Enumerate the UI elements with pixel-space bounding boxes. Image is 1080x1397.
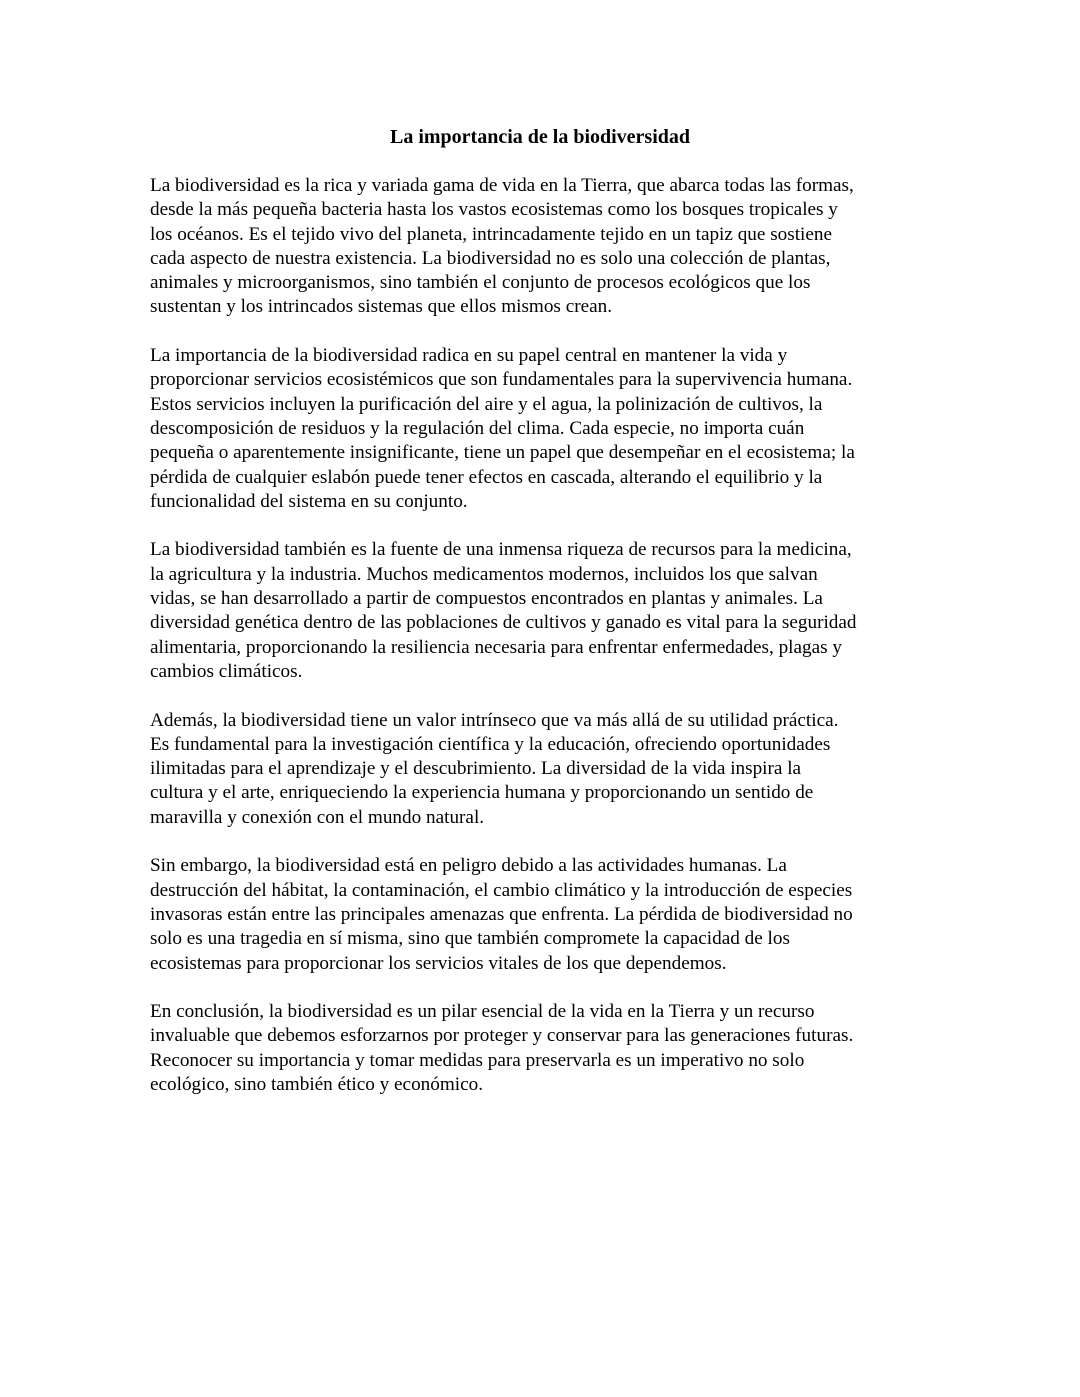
document-body xyxy=(150,174,950,1122)
paragraph-line: invasoras están entre las principales amenazas que enfrenta. La pérdida de biodiversidad no xyxy=(150,903,853,925)
paragraph-line: Reconocer su importancia y tomar medidas para preservarla es un imperativo no solo xyxy=(150,1049,805,1071)
paragraph-line: En conclusión, la biodiversidad es un pilar esencial de la vida en la Tierra y un recurso xyxy=(150,1001,815,1023)
paragraph xyxy=(150,854,950,975)
paragraph xyxy=(150,174,950,320)
paragraph-line: alimentaria, proporcionando la resiliencia necesaria para enfrentar enfermedades, plagas y xyxy=(150,636,842,658)
paragraph-line: desde la más pequeña bacteria hasta los vastos ecosistemas como los bosques tropicales y xyxy=(150,199,838,221)
paragraph-line: pequeña o aparentemente insignificante, tiene un papel que desempeñar en el ecosistema; la xyxy=(150,442,855,464)
paragraph-line: sustentan y los intrincados sistemas que ellos mismos crean. xyxy=(150,296,613,318)
paragraph-line: invaluable que debemos esforzarnos por proteger y conservar para las generaciones futuras. xyxy=(150,1025,854,1047)
paragraph-line: La biodiversidad es la rica y variada gama de vida en la Tierra, que abarca todas las formas, xyxy=(150,175,854,196)
paragraph-line: animales y microorganismos, sino también el conjunto de procesos ecológicos que los xyxy=(150,272,811,294)
paragraph-line: la agricultura y la industria. Muchos medicamentos modernos, incluidos los que salvan xyxy=(150,563,818,585)
paragraph-line: diversidad genética dentro de las poblaciones de cultivos y ganado es vital para la seguridad xyxy=(150,612,857,634)
paragraph xyxy=(150,344,950,514)
paragraph-line: proporcionar servicios ecosistémicos que son fundamentales para la supervivencia humana. xyxy=(150,369,853,391)
paragraph-line: cambios climáticos. xyxy=(150,660,303,682)
paragraph-line: Es fundamental para la investigación científica y la educación, ofreciendo oportunidades xyxy=(150,733,831,755)
paragraph-line: destrucción del hábitat, la contaminación, el cambio climático y la introducción de especies xyxy=(150,879,853,901)
paragraph-line: descomposición de residuos y la regulación del clima. Cada especie, no importa cuán xyxy=(150,417,805,439)
paragraph-line: ecológico, sino también ético y económico. xyxy=(150,1073,484,1095)
paragraph-line: ecosistemas para proporcionar los servicios vitales de los que dependemos. xyxy=(150,952,727,974)
paragraph-line: los océanos. Es el tejido vivo del planeta, intrincadamente tejido en un tapiz que sostiene xyxy=(150,223,833,245)
paragraph-line: cultura y el arte, enriqueciendo la experiencia humana y proporcionando un sentido de xyxy=(150,782,814,804)
paragraph-line: cada aspecto de nuestra existencia. La biodiversidad no es solo una colección de plantas, xyxy=(150,247,831,269)
paragraph-line: Además, la biodiversidad tiene un valor intrínseco que va más allá de su utilidad práctica. xyxy=(150,709,839,731)
paragraph-line: La biodiversidad también es la fuente de una inmensa riqueza de recursos para la medicina, xyxy=(150,539,852,561)
paragraph-line: Estos servicios incluyen la purificación del aire y el agua, la polinización de cultivos, la xyxy=(150,393,823,415)
paragraph-line: ilimitadas para el aprendizaje y el descubrimiento. La diversidad de la vida inspira la xyxy=(150,758,802,780)
paragraph xyxy=(150,1000,950,1097)
paragraph xyxy=(150,538,950,684)
paragraph xyxy=(150,709,950,830)
paragraph-line: solo es una tragedia en sí misma, sino que también compromete la capacidad de los xyxy=(150,928,790,950)
paragraph-line: La importancia de la biodiversidad radica en su papel central en mantener la vida y xyxy=(150,345,788,367)
document-title: La importancia de la biodiversidad xyxy=(389,126,691,148)
paragraph-line: vidas, se han desarrollado a partir de compuestos encontrados en plantas y animales. La xyxy=(150,588,823,610)
paragraph-line: maravilla y conexión con el mundo natural. xyxy=(150,806,485,828)
paragraph-line: Sin embargo, la biodiversidad está en peligro debido a las actividades humanas. La xyxy=(150,855,787,877)
paragraph-line: funcionalidad del sistema en su conjunto. xyxy=(150,490,468,512)
paragraph-line: pérdida de cualquier eslabón puede tener efectos en cascada, alterando el equilibrio y la xyxy=(150,466,823,488)
